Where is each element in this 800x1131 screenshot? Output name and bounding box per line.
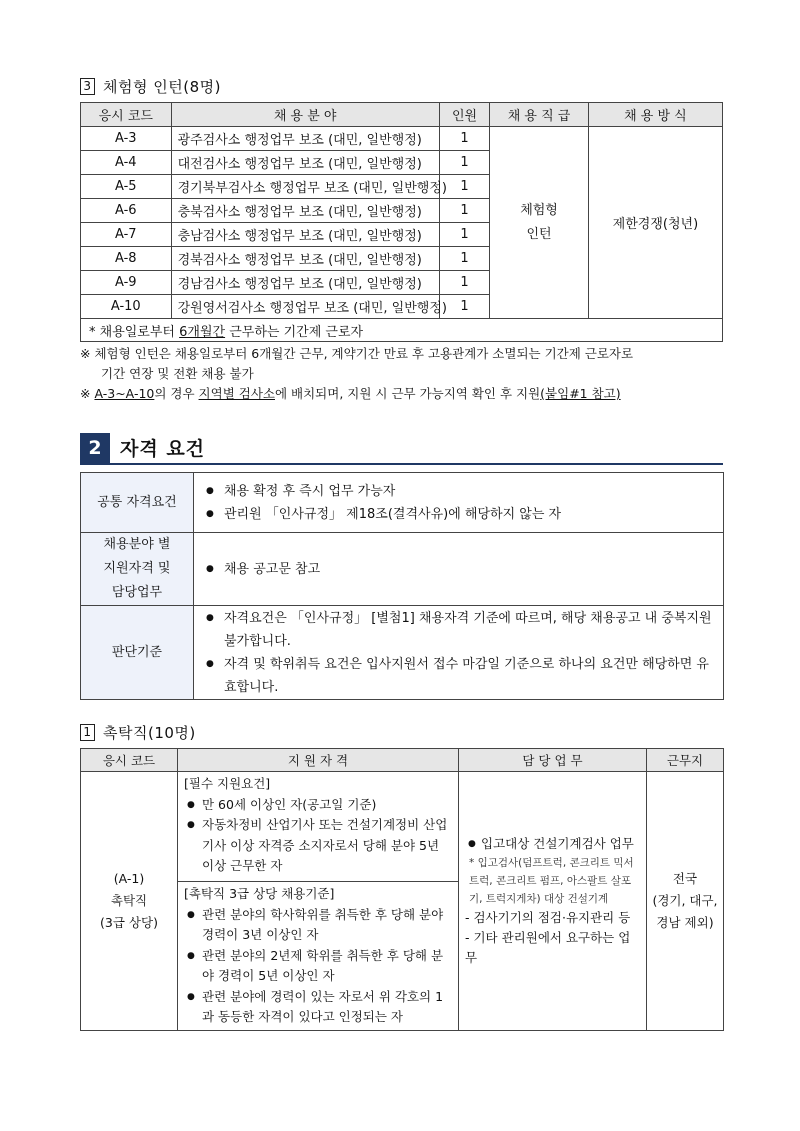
section2-number-box: 2 [80, 433, 110, 463]
col-header-code: 응시 코드 [81, 103, 172, 127]
section2-title: 자격 요건 [120, 438, 206, 460]
contract-table [80, 748, 724, 1031]
row-field: 강원영서검사소 행정업무 보조 (대민, 일반행정) [171, 295, 439, 319]
row-field: 충남검사소 행정업무 보조 (대민, 일반행정) [171, 223, 439, 247]
rank-cell [490, 127, 589, 319]
row-code: A-5 [81, 175, 172, 199]
duty-dash1: - 검사기기의 점검·유지관리 등 [465, 909, 631, 925]
row-content-field [194, 533, 724, 606]
location-cell: 전국 (경기, 대구, 경남 제외) [647, 772, 724, 1031]
section1-heading [80, 722, 196, 743]
list-item: ● 자격요건은 「인사규정」 [별첨1] 채용자격 기준에 따르며, 해당 채용공고 내 중복지원 불가합니다. [204, 607, 715, 653]
intern-notes [80, 344, 730, 404]
col-header-count: 인원 [439, 103, 489, 127]
required-block: [필수 지원요건] ● 만 60세 이상인 자(공고일 기준) ● 자동차정비 산업기사 또는 건설기계정비 산업기사 이상 자격증 소지자로서 당해 분야 5년 이상 근무한 자 [178, 772, 458, 882]
col-header-location: 근무지 [647, 749, 724, 772]
row-count: 1 [439, 151, 489, 175]
qualification-table [80, 472, 724, 700]
table-footnote-row [81, 319, 723, 342]
list-item: ● 자격 및 학위취득 요건은 입사지원서 접수 마감일 기준으로 하나의 요건만 해당하면 유효합니다. [204, 653, 715, 699]
row-code: A-10 [81, 295, 172, 319]
rank-line1: 체험형 [520, 202, 558, 218]
row-count: 1 [439, 247, 489, 271]
method-cell: 제한경쟁(청년) [588, 127, 722, 319]
table-row [81, 473, 724, 533]
section2-heading [80, 432, 723, 465]
row-label-common: 공통 자격요건 [81, 473, 194, 533]
row-field: 충북검사소 행정업무 보조 (대민, 일반행정) [171, 199, 439, 223]
row-count: 1 [439, 271, 489, 295]
list-item: ● 관련 분야의 학사학위를 취득한 후 당해 분야 경력이 3년 이상인 자 [184, 905, 454, 946]
table-footnote: * 채용일로부터 6개월간 근무하는 기간제 근로자 [81, 319, 723, 342]
note1-line2: 기간 연장 및 전환 채용 불가 [101, 366, 254, 381]
intern-table [80, 102, 723, 342]
row-field: 경북검사소 행정업무 보조 (대민, 일반행정) [171, 247, 439, 271]
row-field: 대전검사소 행정업무 보조 (대민, 일반행정) [171, 151, 439, 175]
duty-dash2: - 기타 관리원에서 요구하는 업무 [465, 929, 631, 965]
row-count: 1 [439, 199, 489, 223]
rank-line2: 인턴 [526, 226, 552, 242]
table-row [81, 772, 724, 1031]
duty-cell [459, 772, 647, 1031]
row-code: A-8 [81, 247, 172, 271]
col-header-duty: 담 당 업 무 [459, 749, 647, 772]
table-row [81, 127, 723, 151]
col-header-method: 채 용 방 식 [588, 103, 722, 127]
list-item: ● 관련 분야에 경력이 있는 자로서 위 각호의 1과 동등한 자격이 있다고 인정되는 자 [184, 987, 454, 1028]
row-label-field: 채용분야 별 지원자격 및 담당업무 [81, 533, 194, 606]
row-field: 경기북부검사소 행정업무 보조 (대민, 일반행정) [171, 175, 439, 199]
list-item: ● 자동차정비 산업기사 또는 건설기계정비 산업기사 이상 자격증 소지자로서 당해 분야 5년 이상 근무한 자 [184, 815, 454, 877]
duty-main: ● 입고대상 건설기계검사 업무 [465, 834, 642, 854]
table-row [81, 533, 724, 606]
note1-line1: ※ 체험형 인턴은 채용일로부터 6개월간 근무, 계약기간 만료 후 고용관계가 소멸되는 기간제 근로자로 [80, 346, 634, 361]
col-header-field: 채 용 분 야 [171, 103, 439, 127]
row-code: A-7 [81, 223, 172, 247]
row-code: A-6 [81, 199, 172, 223]
section3-number-box: 3 [80, 78, 95, 95]
list-item: ● 채용 확정 후 즉시 업무 가능자 [204, 480, 715, 503]
col-header-qualification: 지 원 자 격 [178, 749, 459, 772]
duty-note: * 입고검사(덤프트럭, 콘크리트 믹서트럭, 콘크리트 펌프, 아스팔트 살포기, 트럭지게차) 대상 건설기계 [469, 856, 634, 905]
note2: ※ A-3~A-10의 경우 지역별 검사소에 배치되며, 지원 시 근무 가능지역 확인 후 지원(붙임#1 참고) [80, 386, 621, 401]
row-label-criteria: 판단기준 [81, 606, 194, 700]
col-header-rank: 채 용 직 급 [490, 103, 589, 127]
section1-title: 촉탁직(10명) [103, 724, 196, 742]
list-item: ● 채용 공고문 참고 [204, 558, 715, 581]
row-count: 1 [439, 127, 489, 151]
row-content-common [194, 473, 724, 533]
section3-heading [80, 76, 221, 97]
standard-block: [촉탁직 3급 상당 채용기준] ● 관련 분야의 학사학위를 취득한 후 당해 분야 경력이 3년 이상인 자 ● 관련 분야의 2년제 학위를 취득한 후 당해 분야 경력이 5년 이상인 자 ● 관련 분야에 경력이 있는 자로서 위 각호의 1과 동등한 자격이 있다고 인정되는 자 [178, 882, 458, 1030]
table-row [81, 606, 724, 700]
section3-title: 체험형 인턴(8명) [103, 78, 221, 96]
row-field: 경남검사소 행정업무 보조 (대민, 일반행정) [171, 271, 439, 295]
list-item: ● 관련 분야의 2년제 학위를 취득한 후 당해 분야 경력이 5년 이상인 자 [184, 946, 454, 987]
row-code: A-4 [81, 151, 172, 175]
row-count: 1 [439, 223, 489, 247]
code-cell: (A-1) 촉탁직 (3급 상당) [81, 772, 178, 1031]
row-code: A-9 [81, 271, 172, 295]
col-header-code: 응시 코드 [81, 749, 178, 772]
row-code: A-3 [81, 127, 172, 151]
row-count: 1 [439, 295, 489, 319]
row-count: 1 [439, 175, 489, 199]
row-content-criteria [194, 606, 724, 700]
list-item: ● 만 60세 이상인 자(공고일 기준) [184, 795, 454, 816]
list-item: ● 관리원 「인사규정」 제18조(결격사유)에 해당하지 않는 자 [204, 503, 715, 526]
qualification-cell [178, 772, 459, 1031]
row-field: 광주검사소 행정업무 보조 (대민, 일반행정) [171, 127, 439, 151]
section1-number-box: 1 [80, 724, 95, 741]
